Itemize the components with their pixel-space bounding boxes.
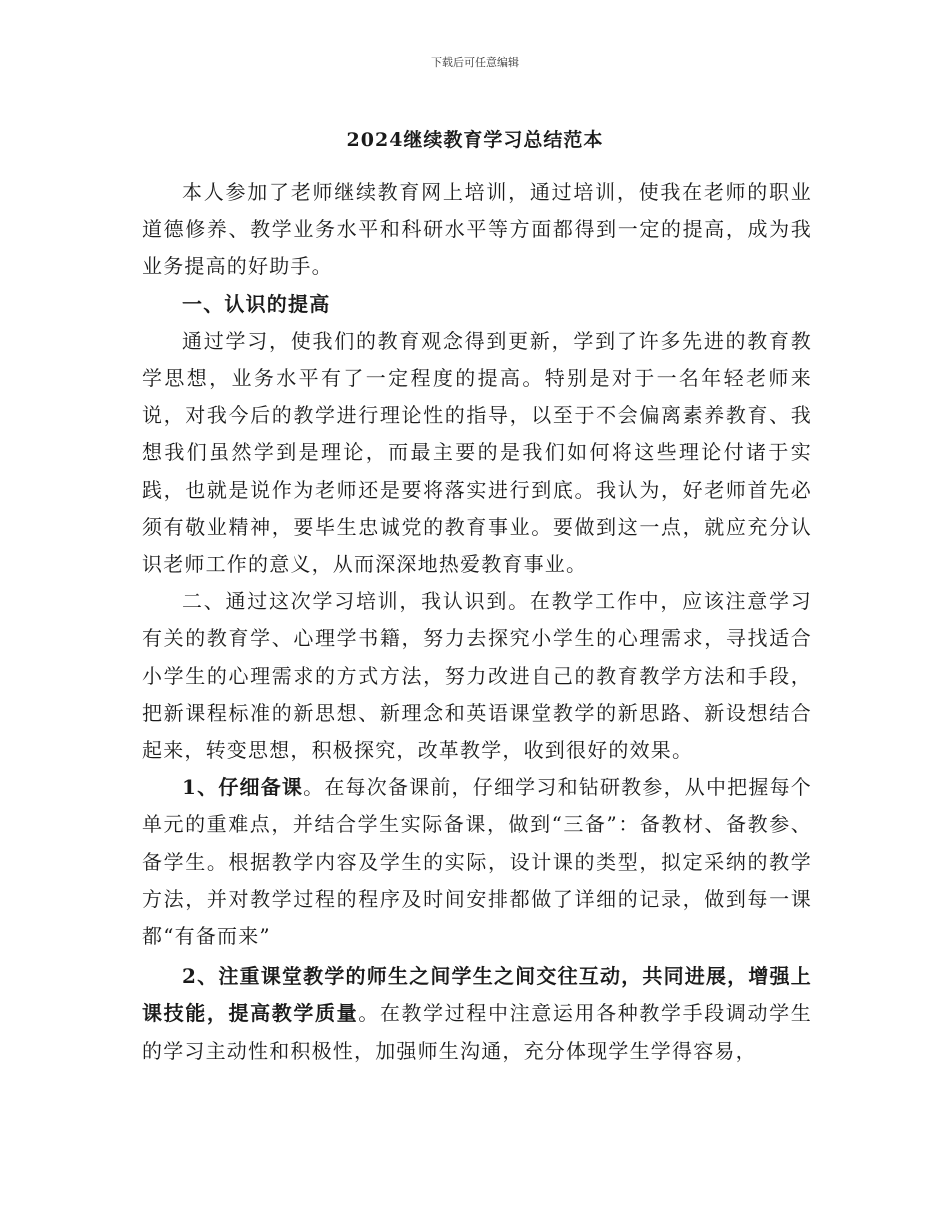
item-1-paragraph [142, 769, 812, 955]
item-1-text: 。在每次备课前，仔细学习和钻研教参，从中把握每个单元的重难点，并结合学生实际备课，做到“三备”：备教材、备教参、备学生。根据教学内容及学生的实际，设计课的类型，拟定采纳的教学方法，并对教学过程的程序及时间安排都做了详细的记录，做到每一课都“有备而来” [142, 775, 812, 949]
document-title: 2024继续教育学习总结范本 [346, 129, 604, 151]
item-2-text: 。在教学过程中注意运用各种教学手段调动学生的学习主动性和积极性，加强师生沟通，充分体现学生学得容易， [142, 1001, 812, 1063]
intro-paragraph: 本人参加了老师继续教育网上培训，通过培训，使我在老师的职业道德修养、教学业务水平和科研水平等方面都得到一定的提高，成为我业务提高的好助手。 [142, 180, 812, 279]
item-2-lead: 2、注重课堂教学的师生之间学生之间交往互动，共同进展，增强上课技能，提高教学质量 [142, 964, 812, 1026]
item-1-lead: 1、仔细备课 [182, 775, 304, 800]
section-2-paragraph: 二、通过这次学习培训，我认识到。在教学工作中，应该注意学习有关的教育学、心理学书籍，努力去探究小学生的心理需求，寻找适合小学生的心理需求的方式方法，努力改进自己的教育教学方法和手段，把新课程标准的新思想、新理念和英语课堂教学的新思路、新设想结合起来，转变思想，积极探究，改革教学，收到很好的效果。 [142, 589, 812, 763]
header-note: 下载后可任意编辑 [431, 56, 519, 69]
item-2-paragraph [142, 958, 812, 1070]
document-body [142, 174, 812, 1070]
section-1-heading: 一、认识的提高 [182, 291, 331, 316]
section-1-paragraph: 通过学习，使我们的教育观念得到更新，学到了许多先进的教育教学思想，业务水平有了一定程度的提高。特别是对于一名年轻老师来说，对我今后的教学进行理论性的指导，以至于不会偏离素养教育、我想我们虽然学到是理论，而最主要的是我们如何将这些理论付诸于实践，也就是说作为老师还是要将落实进行到底。我认为，好老师首先必须有敬业精神，要毕生忠诚党的教育事业。要做到这一点，就应充分认识老师工作的意义，从而深深地热爱教育事业。 [142, 328, 812, 577]
